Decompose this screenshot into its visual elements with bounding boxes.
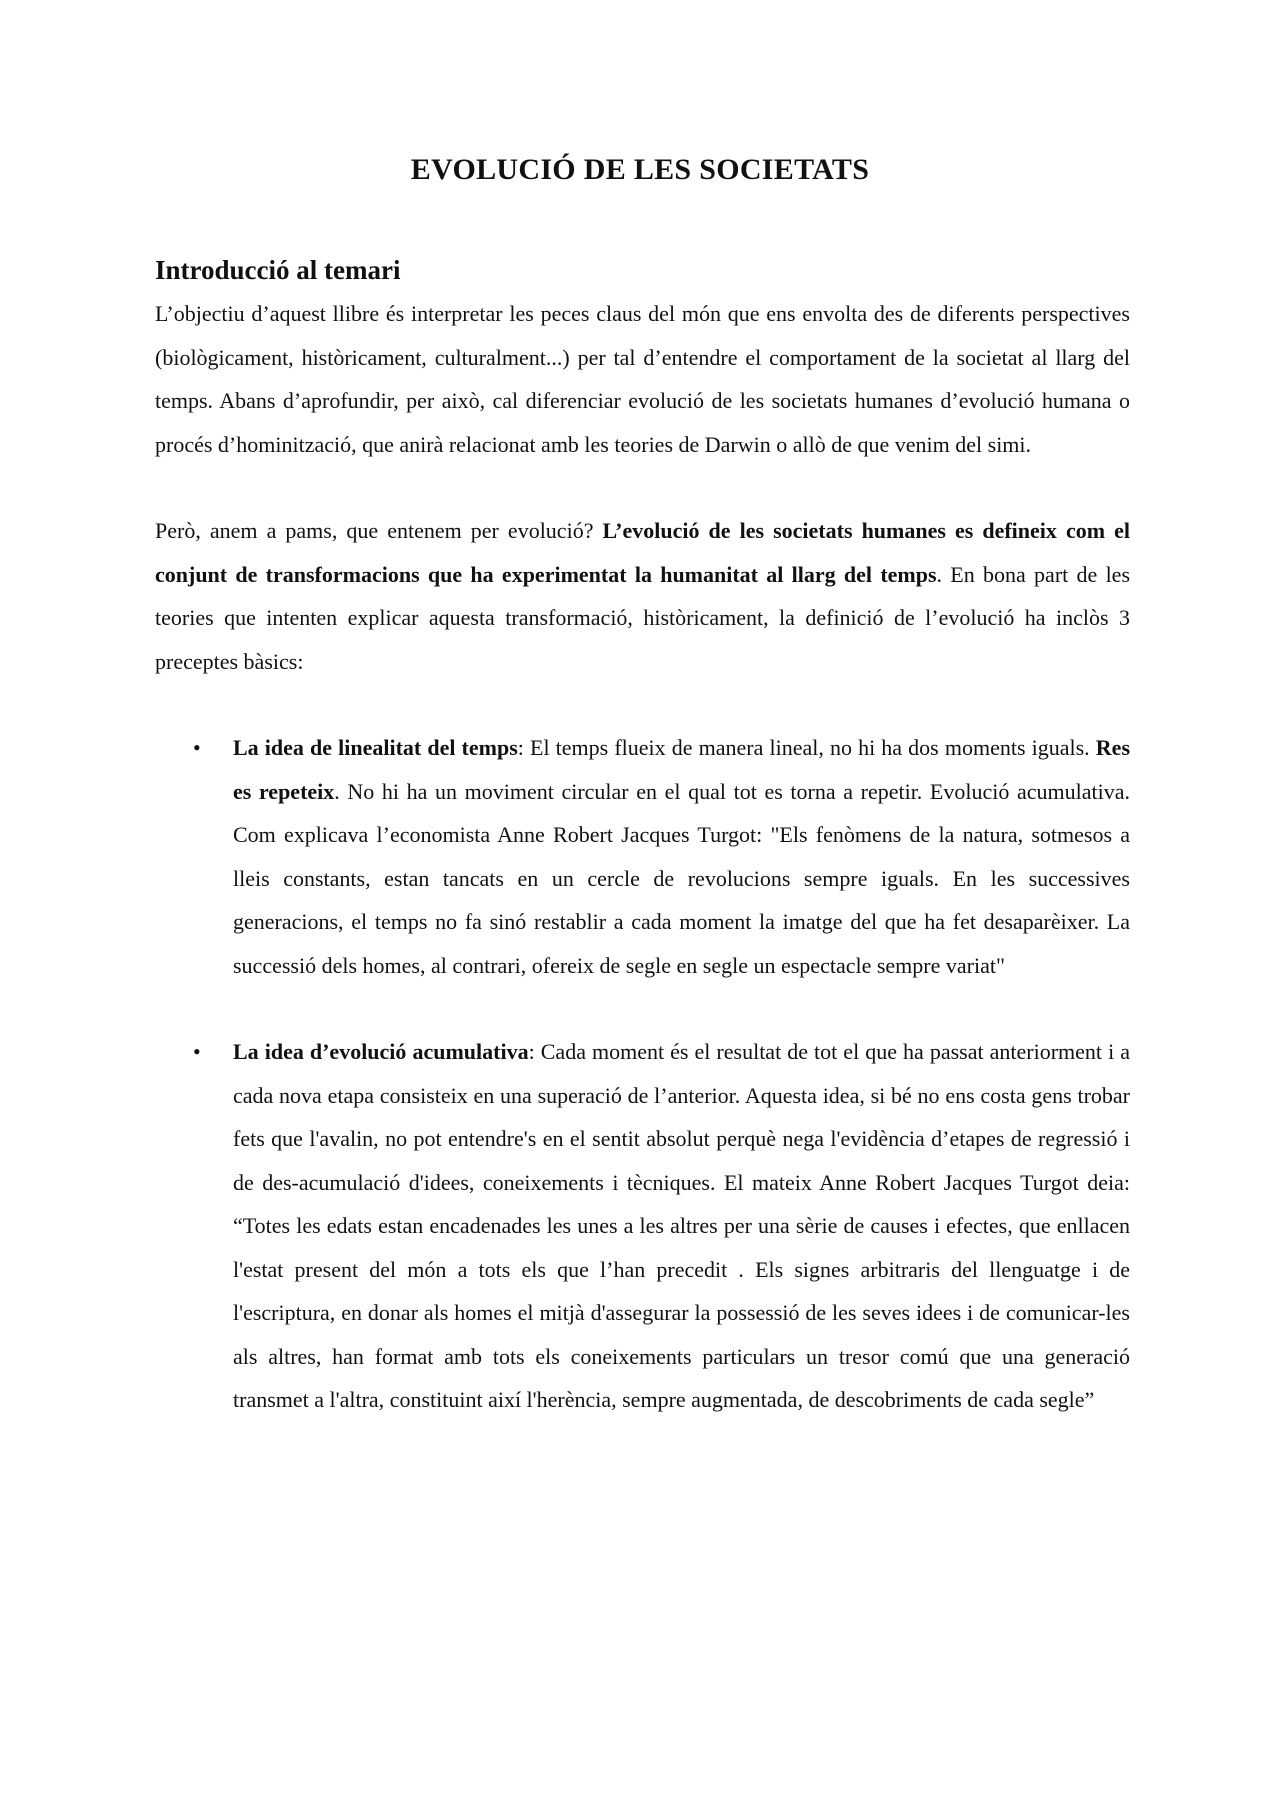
- bullet-icon: •: [193, 735, 201, 760]
- definition-rest: . En bona part de les teories que intenten explicar aquesta transformació, històricament, la definició de l’evolució ha inclòs 3 preceptes bàsics:: [155, 561, 1131, 674]
- bullet-icon: •: [193, 1039, 201, 1064]
- precepts-list: [155, 726, 1130, 1422]
- bullet-text: . No hi ha un moviment circular en el qual tot es torna a repetir. Evolució acumulativa. Com explicava l’economista Anne Robert Jacques Turgot: "Els fenòmens de la natura, sotmesos a lleis constants, estan tancats en un cercle de revolucions sempre iguals. En les successives generacions, el temps no fa sinó restablir a cada moment la imatge del que ha fet desaparèixer. La successió dels homes, al contrari, ofereix de segle en segle un espectacle sempre variat": [233, 778, 1130, 978]
- bullet-text: : Cada moment és el resultat de tot el que ha passat anteriorment i a cada nova etapa consisteix en una superació de l’anterior. Aquesta idea, si bé no ens costa gens trobar fets que l'avalin, no pot entendre's en el sentit absolut perquè nega l'evidència d’etapes de regressió i de des-acumulació d'idees, coneixements i tècniques. El mateix Anne Robert Jacques Turgot deia: “Totes les edats estan encadenades les unes a les altres per una sèrie de causes i efectes, que enllacen l'estat present del món a tots els que l’han precedit . Els signes arbitraris del llenguatge i de l'escriptura, en donar als homes el mitjà d'assegurar la possessió de les seves idees i de comunicar-les als altres, han format amb tots els coneixements particulars un tresor comú que una generació transmet a l'altra, constituint així l'herència, sempre augmentada, de descobriments de cada segle”: [233, 1039, 1131, 1412]
- intro-paragraph: L’objectiu d’aquest llibre és interpretar les peces claus del món que ens envolta des de diferents perspectives (biològicament, històricament, culturalment...) per tal d’entendre el comportament de la societat al llarg del temps. Abans d’aprofundir, per això, cal diferenciar evolució de les societats humanes d’evolució humana o procés d’hominització, que anirà relacionat amb les teories de Darwin o allò de que venim del simi.: [155, 301, 1130, 457]
- bullet-bold-lead: La idea d’evolució acumulativa: [233, 1039, 529, 1064]
- definition-paragraph: [155, 509, 1130, 683]
- bullet-bold-lead: La idea de linealitat del temps: [233, 735, 518, 760]
- list-item: [155, 726, 1130, 987]
- bullet-bold-mid: Res es repeteix: [233, 735, 1131, 804]
- bullet-text: : El temps flueix de manera lineal, no hi ha dos moments iguals.: [517, 735, 1096, 760]
- definition-lead: Però, anem a pams, que entenem per evolució?: [155, 518, 603, 543]
- list-item: [155, 1030, 1130, 1422]
- document-body: [155, 252, 1130, 1422]
- document-title: EVOLUCIÓ DE LES SOCIETATS: [410, 153, 870, 186]
- section-heading: Introducció al temari: [155, 255, 401, 285]
- definition-bold: L’evolució de les societats humanes es defineix com el conjunt de transformacions que ha experimentat la humanitat al llarg del temps: [155, 518, 1130, 587]
